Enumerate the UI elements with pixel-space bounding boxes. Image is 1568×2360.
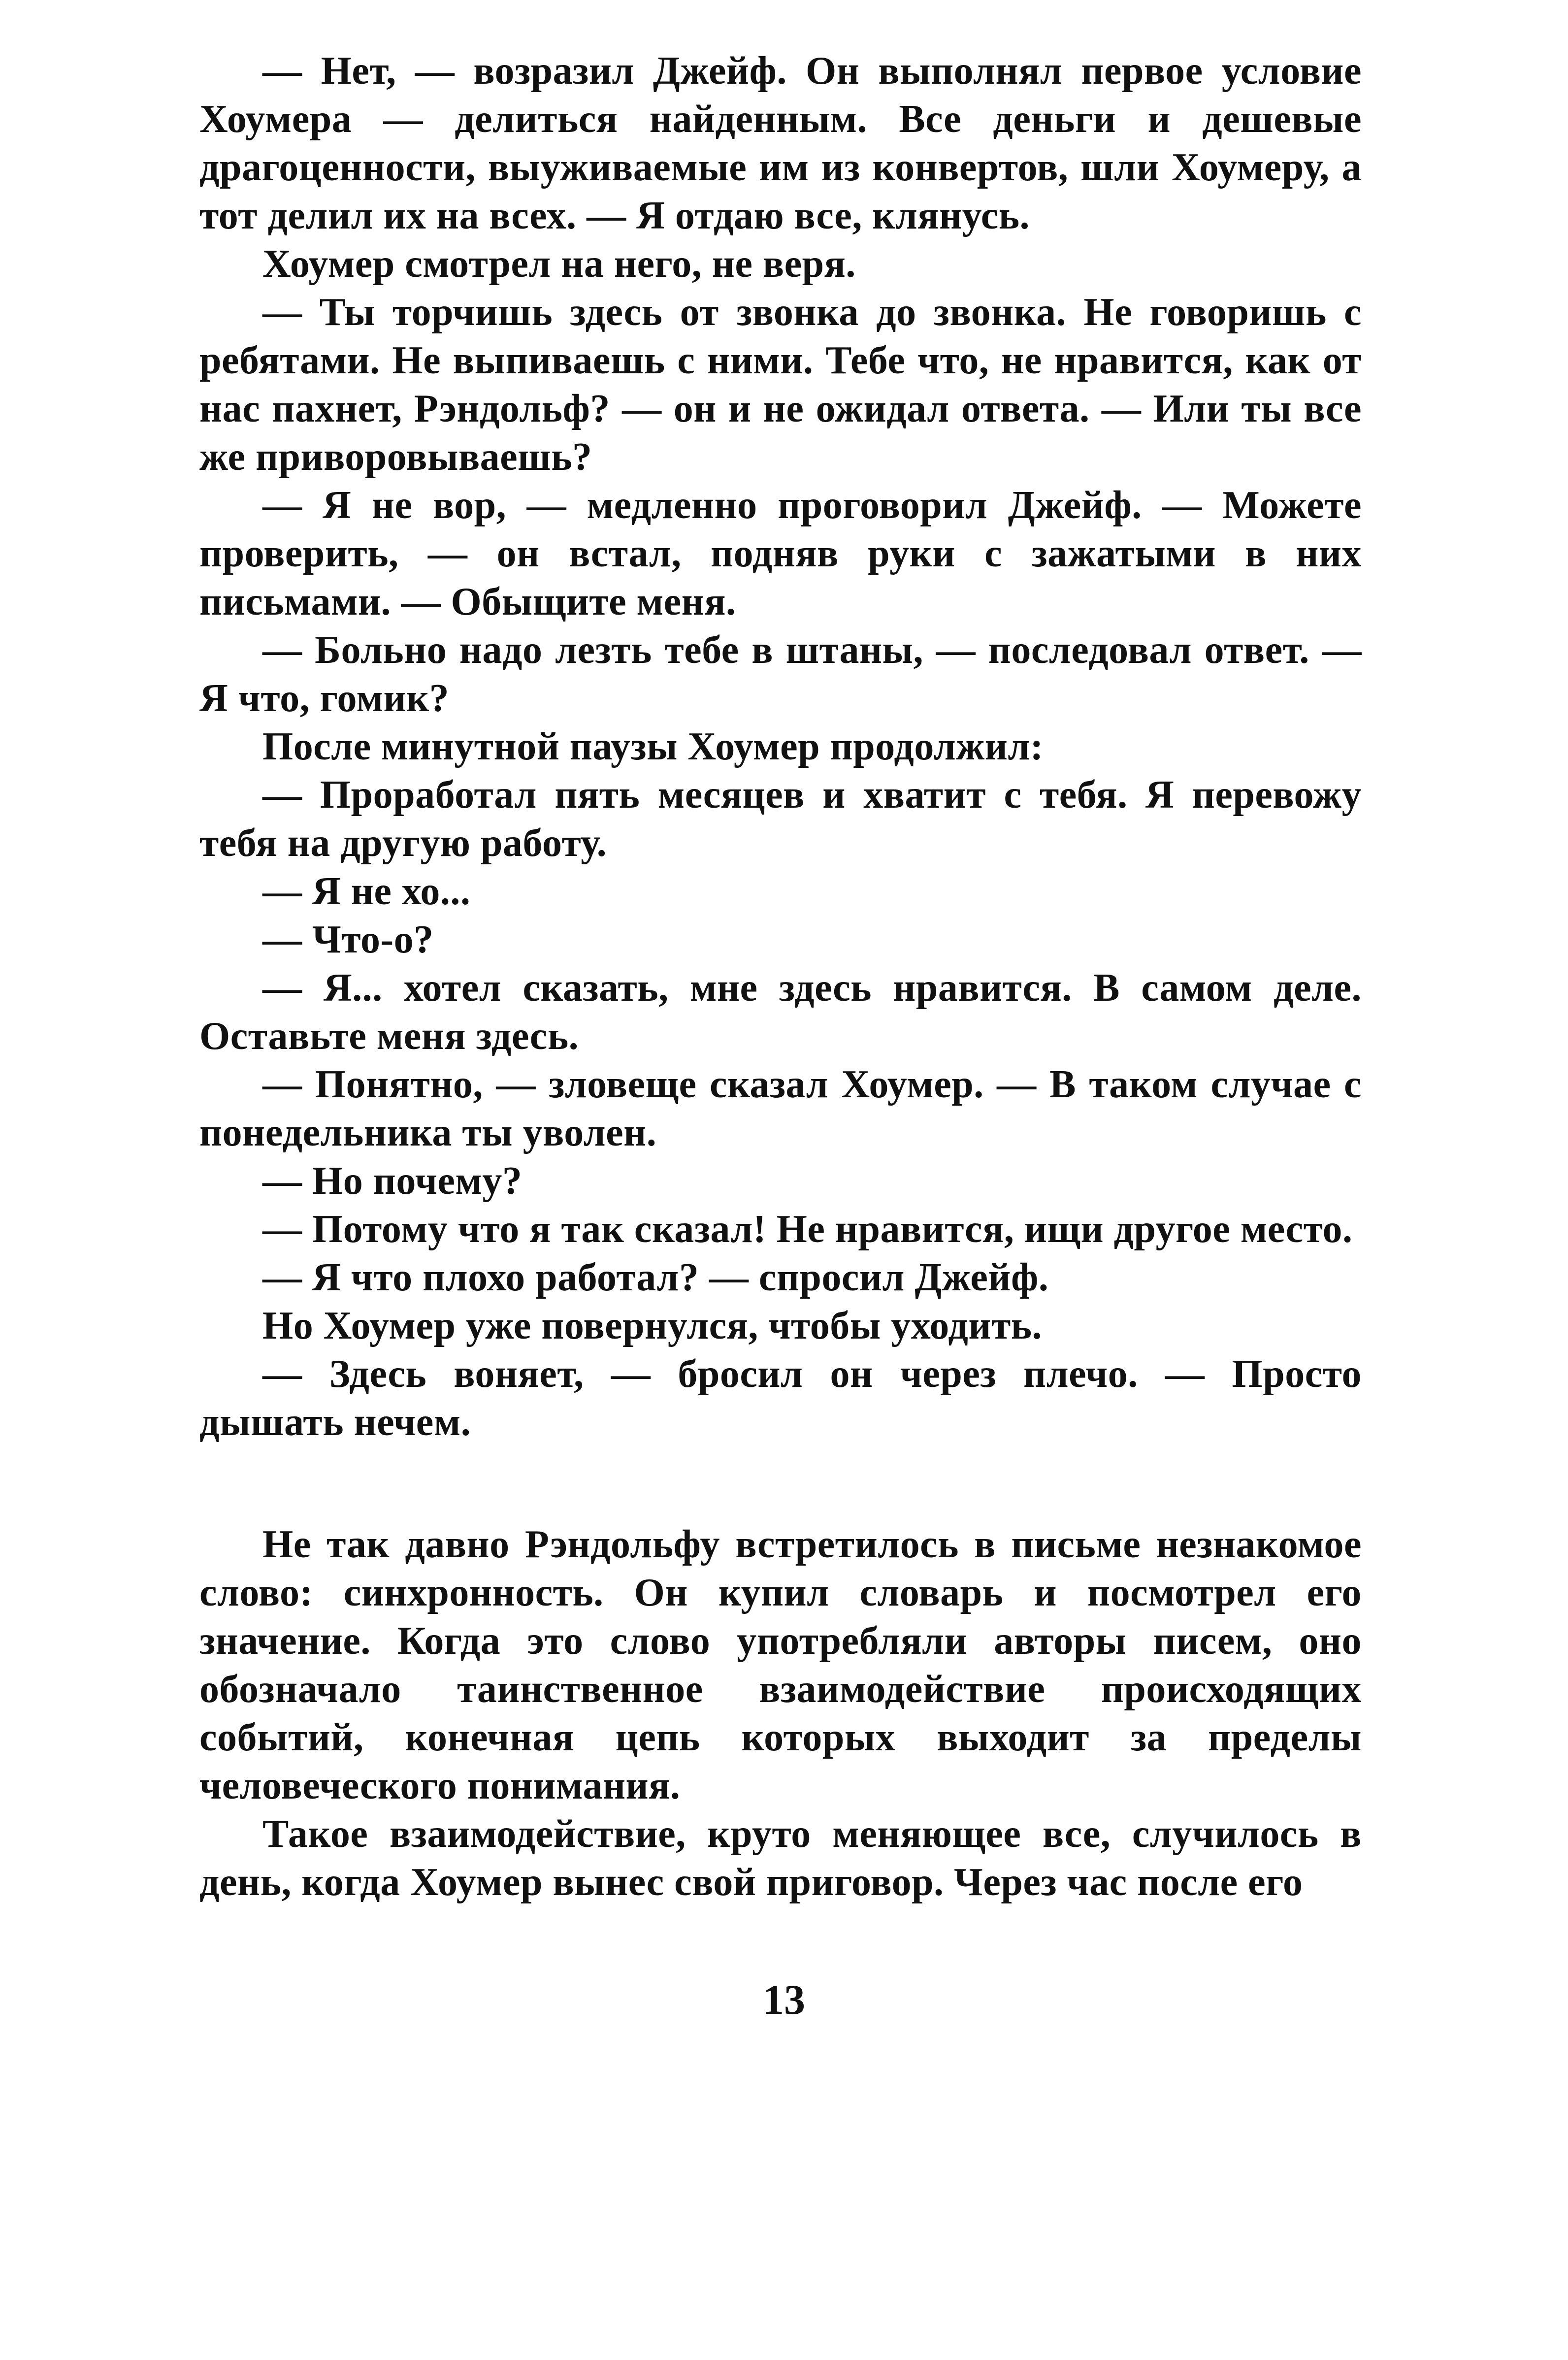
paragraph: — Я что плохо работал? — спросил Джейф. [262, 1256, 1049, 1299]
paragraph: — Проработал пять месяцев и хватит с тебя. Я перевожу тебя на другую работу. [199, 773, 1362, 865]
paragraph: — Ты торчишь здесь от звонка до звонка. Не говоришь с ребятами. Не выпиваешь с ними. Тебе что, не нравится, как от нас пахнет, Рэндольф? — он и не ожидал ответа. — Или ты все же приворовываешь? [199, 291, 1362, 479]
paragraph: — Нет, — возразил Джейф. Он выполнял первое условие Хоумера — делиться найденным. Все деньги и дешевые драгоценности, выуживаемые им из конвертов, шли Хоумеру, а тот делил их на всех. — Я отдаю все, клянусь. [199, 49, 1362, 237]
paragraph: — Больно надо лезть тебе в штаны, — последовал ответ. — Я что, гомик? [199, 628, 1362, 720]
paragraph: Такое взаимодействие, круто меняющее все, случилось в день, когда Хоумер вынес свой приговор. Через час после его [199, 1812, 1362, 1904]
paragraph: Хоумер смотрел на него, не веря. [262, 242, 856, 286]
paragraph: — Но почему? [262, 1159, 523, 1203]
paragraph: — Я не хо... [262, 870, 471, 913]
paragraph: — Я не вор, — медленно проговорил Джейф. — Можете проверить, — он встал, подняв руки с зажатыми в них письмами. — Обыщите меня. [199, 484, 1362, 623]
body-text [199, 47, 1362, 1906]
paragraph: — Что-о? [262, 918, 434, 961]
paragraph: — Здесь воняет, — бросил он через плечо. — Просто дышать нечем. [199, 1352, 1362, 1444]
paragraph: После минутной паузы Хоумер продолжил: [262, 725, 1044, 768]
paragraph: — Потому что я так сказал! Не нравится, ищи другое место. [262, 1208, 1353, 1251]
paragraph: — Понятно, — зловеще сказал Хоумер. — В таком случае с понедельника ты уволен. [199, 1063, 1362, 1154]
paragraph: — Я... хотел сказать, мне здесь нравится. В самом деле. Оставьте меня здесь. [199, 966, 1362, 1058]
paragraph: Но Хоумер уже повернулся, чтобы уходить. [262, 1304, 1043, 1347]
page-number: 13 [763, 1976, 805, 2023]
paragraph: Не так давно Рэндольфу встретилось в письме незнакомое слово: синхронность. Он купил словарь и посмотрел его значение. Когда это слово употребляли авторы писем, оно обозначало таинственное взаимодействие происходящих событий, конечная цепь которых выходит за пределы человеческого понимания. [199, 1523, 1362, 1807]
